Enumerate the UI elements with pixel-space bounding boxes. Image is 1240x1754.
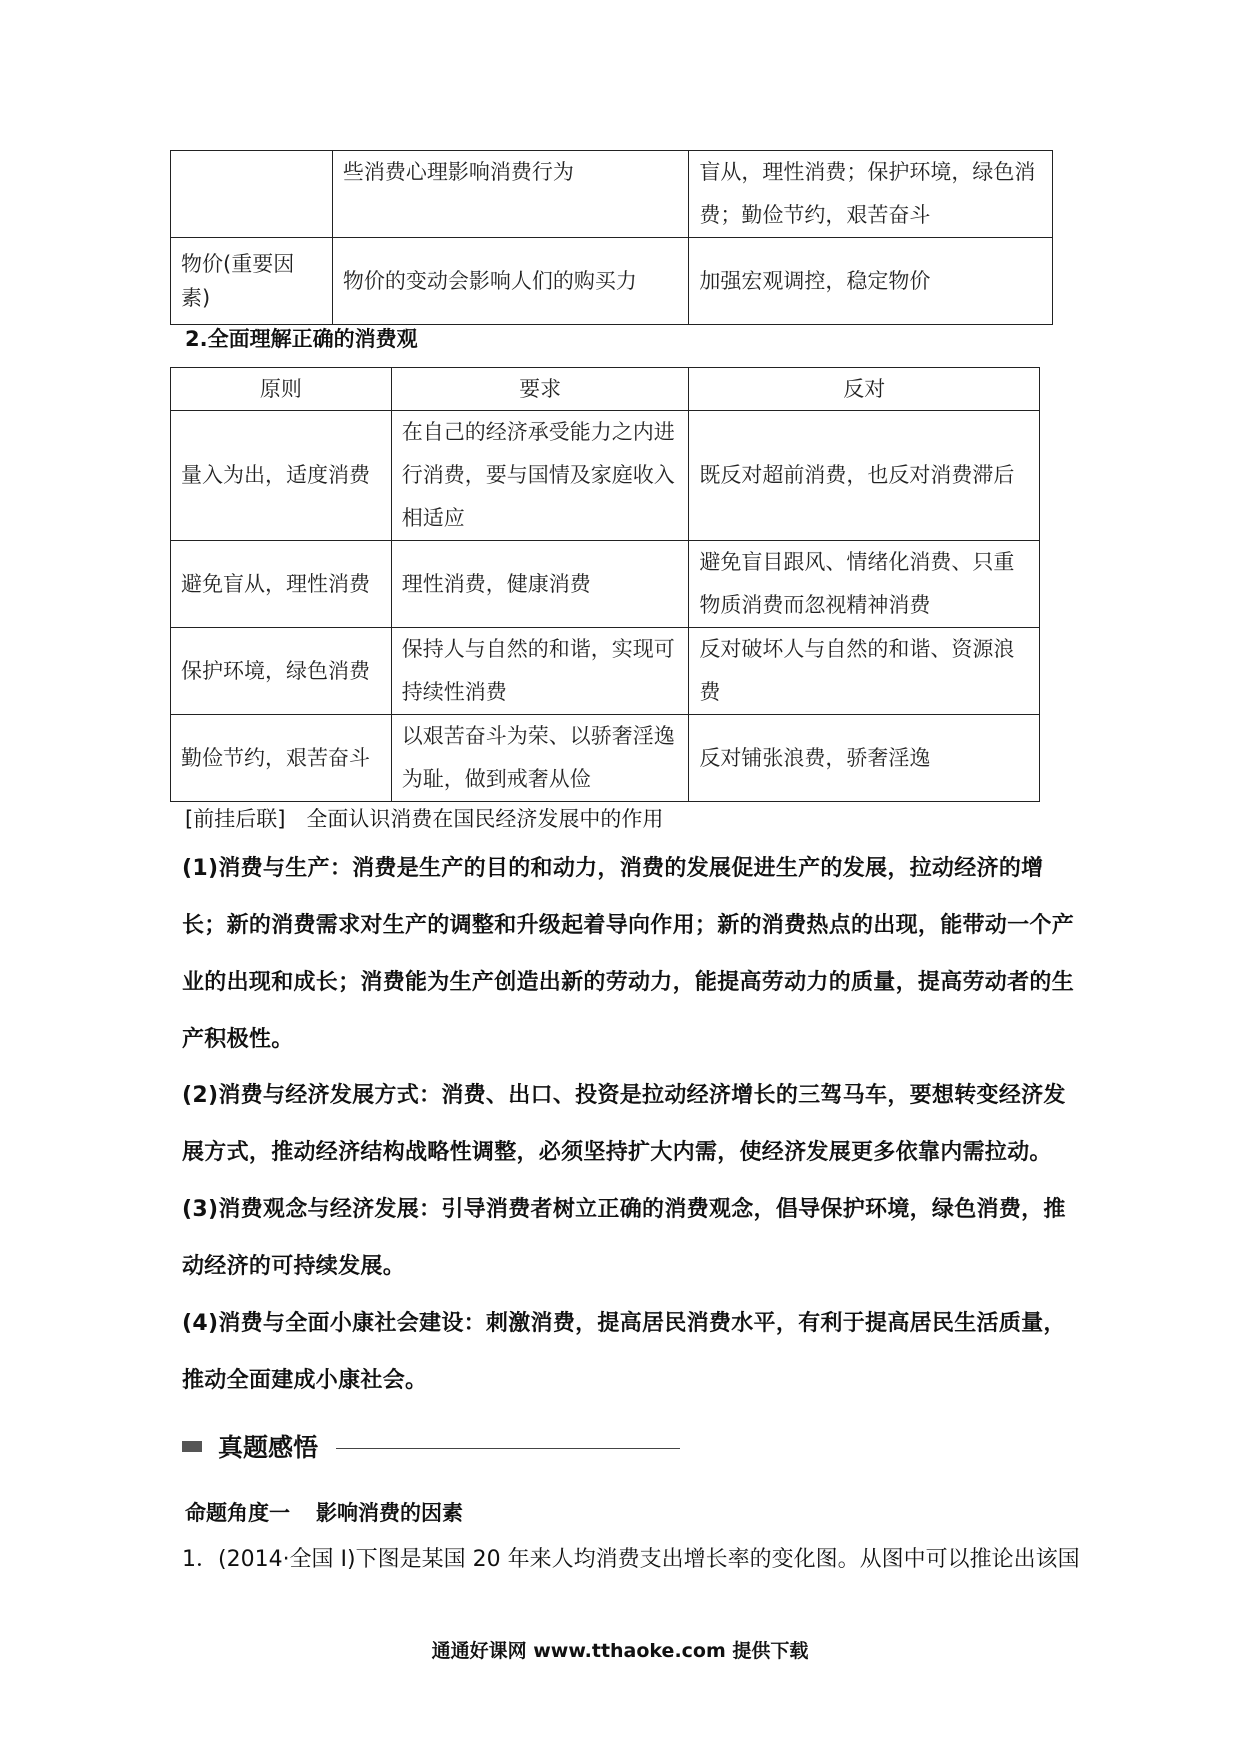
section-title: 2.全面理解正确的消费观 (185, 327, 418, 351)
paragraph: (3)消费观念与经济发展：引导消费者树立正确的消费观念，倡导保护环境，绿色消费，推动经济的可持续发展。 (182, 1197, 1066, 1279)
table-cell: 既反对超前消费，也反对消费滞后 (689, 411, 1040, 541)
table-cell: 理性消费，健康消费 (391, 541, 689, 628)
table-cell: 物价的变动会影响人们的购买力 (332, 238, 689, 325)
table-row (171, 541, 1040, 628)
table-row (171, 628, 1040, 715)
question-text: 1．(2014·全国 I)下图是某国 20 年来人均消费支出增长率的变化图。从图中可以推论出该国 (182, 1547, 1080, 1572)
table-cell: 在自己的经济承受能力之内进行消费，要与国情及家庭收入相适应 (391, 411, 689, 541)
table-row (171, 238, 1053, 325)
factors-table (170, 150, 1053, 325)
section-heading (182, 1428, 680, 1464)
table-cell: 量入为出，适度消费 (171, 411, 392, 541)
table-cell: 加强宏观调控，稳定物价 (689, 238, 1053, 325)
column-header: 反对 (689, 368, 1040, 411)
column-header: 原则 (171, 368, 392, 411)
paragraph: (4)消费与全面小康社会建设：刺激消费，提高居民消费水平，有利于提高居民生活质量，推动全面建成小康社会。 (182, 1311, 1066, 1393)
table-cell: 些消费心理影响消费行为 (332, 151, 689, 238)
table-row (171, 715, 1040, 802)
table-cell: 以艰苦奋斗为荣、以骄奢淫逸为耻，做到戒奢从俭 (391, 715, 689, 802)
table-cell: 勤俭节约，艰苦奋斗 (171, 715, 392, 802)
table-cell: 保持人与自然的和谐，实现可持续性消费 (391, 628, 689, 715)
heading-rule (336, 1448, 680, 1449)
column-header: 要求 (391, 368, 689, 411)
footer-text: 通通好课网 www.tthaoke.com 提供下载 (431, 1640, 809, 1662)
table-cell: 避免盲目跟风、情绪化消费、只重物质消费而忽视精神消费 (689, 541, 1040, 628)
square-bullet-icon (182, 1441, 202, 1452)
table-cell: 反对铺张浪费，骄奢淫逸 (689, 715, 1040, 802)
table-cell: 避免盲从，理性消费 (171, 541, 392, 628)
table-cell: 反对破坏人与自然的和谐、资源浪费 (689, 628, 1040, 715)
section-heading-title: 真题感悟 (218, 1433, 319, 1462)
table-cell (171, 151, 333, 238)
table-row (171, 411, 1040, 541)
table-cell: 物价(重要因素) (171, 238, 333, 325)
question-angle (185, 1497, 463, 1527)
table-header-row (171, 368, 1040, 411)
table-cell: 保护环境，绿色消费 (171, 628, 392, 715)
table-row (171, 151, 1053, 238)
paragraph: (1)消费与生产：消费是生产的目的和动力，消费的发展促进生产的发展，拉动经济的增长；新的消费需求对生产的调整和升级起着导向作用；新的消费热点的出现，能带动一个产业的出现和成长；消费能为生产创造出新的劳动力，能提高劳动力的质量，提高劳动者的生产积极性。 (182, 856, 1075, 1052)
link-note: [前挂后联] 全面认识消费在国民经济发展中的作用 (185, 807, 664, 831)
angle-title: 影响消费的因素 (316, 1501, 463, 1525)
angle-label: 命题角度一 (185, 1501, 290, 1525)
consumption-view-table (170, 367, 1040, 802)
table-cell: 盲从，理性消费；保护环境，绿色消费；勤俭节约，艰苦奋斗 (689, 151, 1053, 238)
paragraph: (2)消费与经济发展方式：消费、出口、投资是拉动经济增长的三驾马车，要想转变经济发展方式，推动经济结构战略性调整，必须坚持扩大内需，使经济发展更多依靠内需拉动。 (182, 1083, 1066, 1165)
